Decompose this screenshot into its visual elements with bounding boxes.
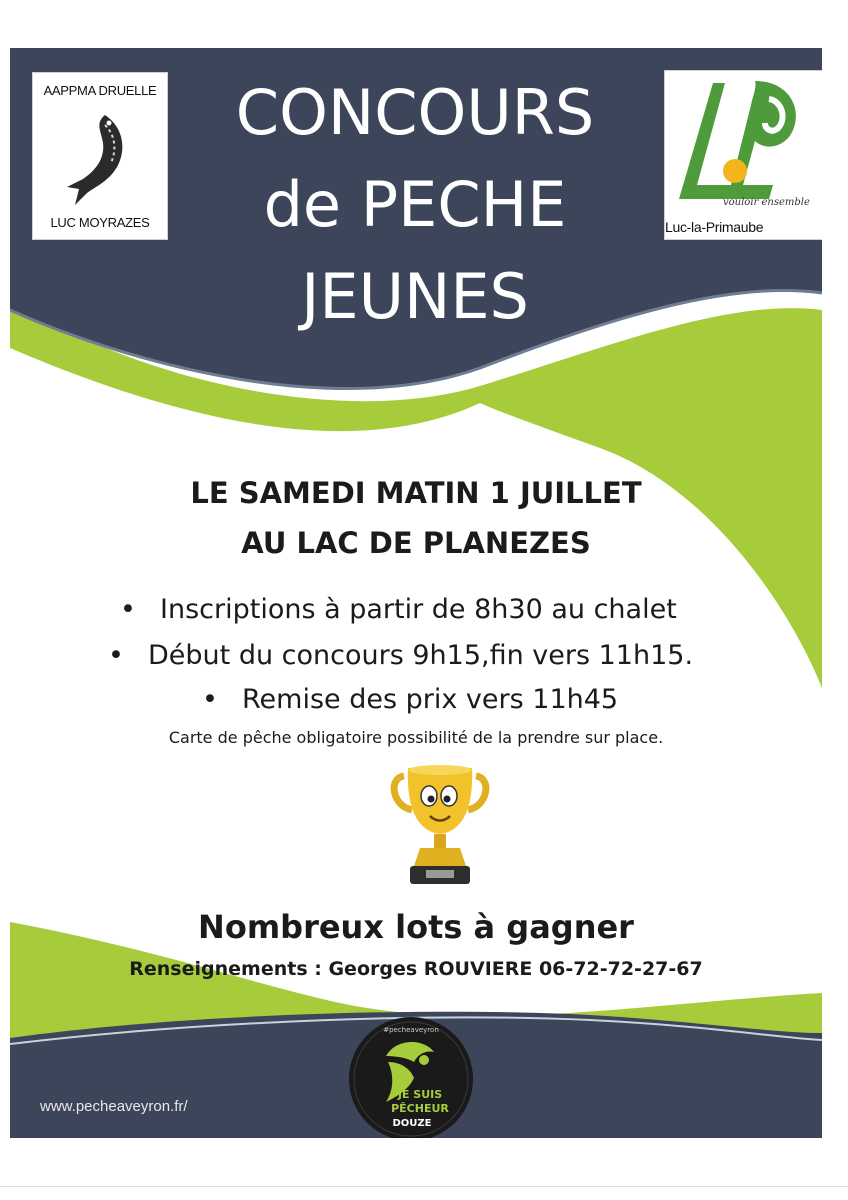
badge-line-3: DOUZE — [392, 1118, 432, 1129]
bullet-remise-text: Remise des prix vers 11h45 — [242, 684, 619, 715]
badge-line-1: JE SUIS — [397, 1088, 443, 1101]
aappma-logo-bottom-text: LUC MOYRAZES — [50, 215, 150, 230]
lp-motto: vouloir ensemble — [723, 197, 810, 208]
bullet-debut: • Début du concours 9h15,fin vers 11h15. — [108, 640, 694, 671]
website-url: www.pecheaveyron.fr/ — [40, 1098, 188, 1115]
fishing-card-note: Carte de pêche obligatoire possibilité de la prendre sur place. — [168, 728, 664, 747]
poster — [10, 48, 822, 1138]
badge-arc-text: #pecheaveyron — [383, 1026, 439, 1034]
event-date: LE SAMEDI MATIN 1 JUILLET — [190, 476, 642, 510]
bullet-debut-text: Début du concours 9h15,fin vers 11h15. — [148, 640, 694, 671]
trophy-icon — [390, 762, 490, 890]
fish-icon — [65, 109, 139, 209]
contact-info: Renseignements : Georges ROUVIERE 06-72-72-27-67 — [129, 958, 703, 980]
bullet-inscriptions-text: Inscriptions à partir de 8h30 au chalet — [160, 594, 677, 625]
aappma-logo-top-text: AAPPMA DRUELLE — [43, 83, 157, 98]
lp-monogram-icon — [673, 75, 815, 207]
badge-line-2: PÊCHEUR — [391, 1102, 449, 1115]
title-line-2: de PECHE — [263, 168, 567, 241]
bullet-inscriptions: • Inscriptions à partir de 8h30 au chalet — [120, 594, 677, 625]
title-line-1: CONCOURS — [235, 76, 595, 149]
bullet-remise: • Remise des prix vers 11h45 — [202, 684, 619, 715]
lp-town-name: Luc-la-Primaube — [665, 219, 764, 235]
title-line-3: JEUNES — [301, 260, 529, 333]
aappma-logo — [32, 72, 168, 240]
luc-la-primaube-logo — [664, 70, 822, 240]
event-place: AU LAC DE PLANEZES — [241, 526, 591, 560]
je-suis-pecheur-badge — [348, 1016, 474, 1138]
prizes-headline: Nombreux lots à gagner — [198, 908, 634, 946]
scan-edge-line — [0, 1186, 848, 1187]
